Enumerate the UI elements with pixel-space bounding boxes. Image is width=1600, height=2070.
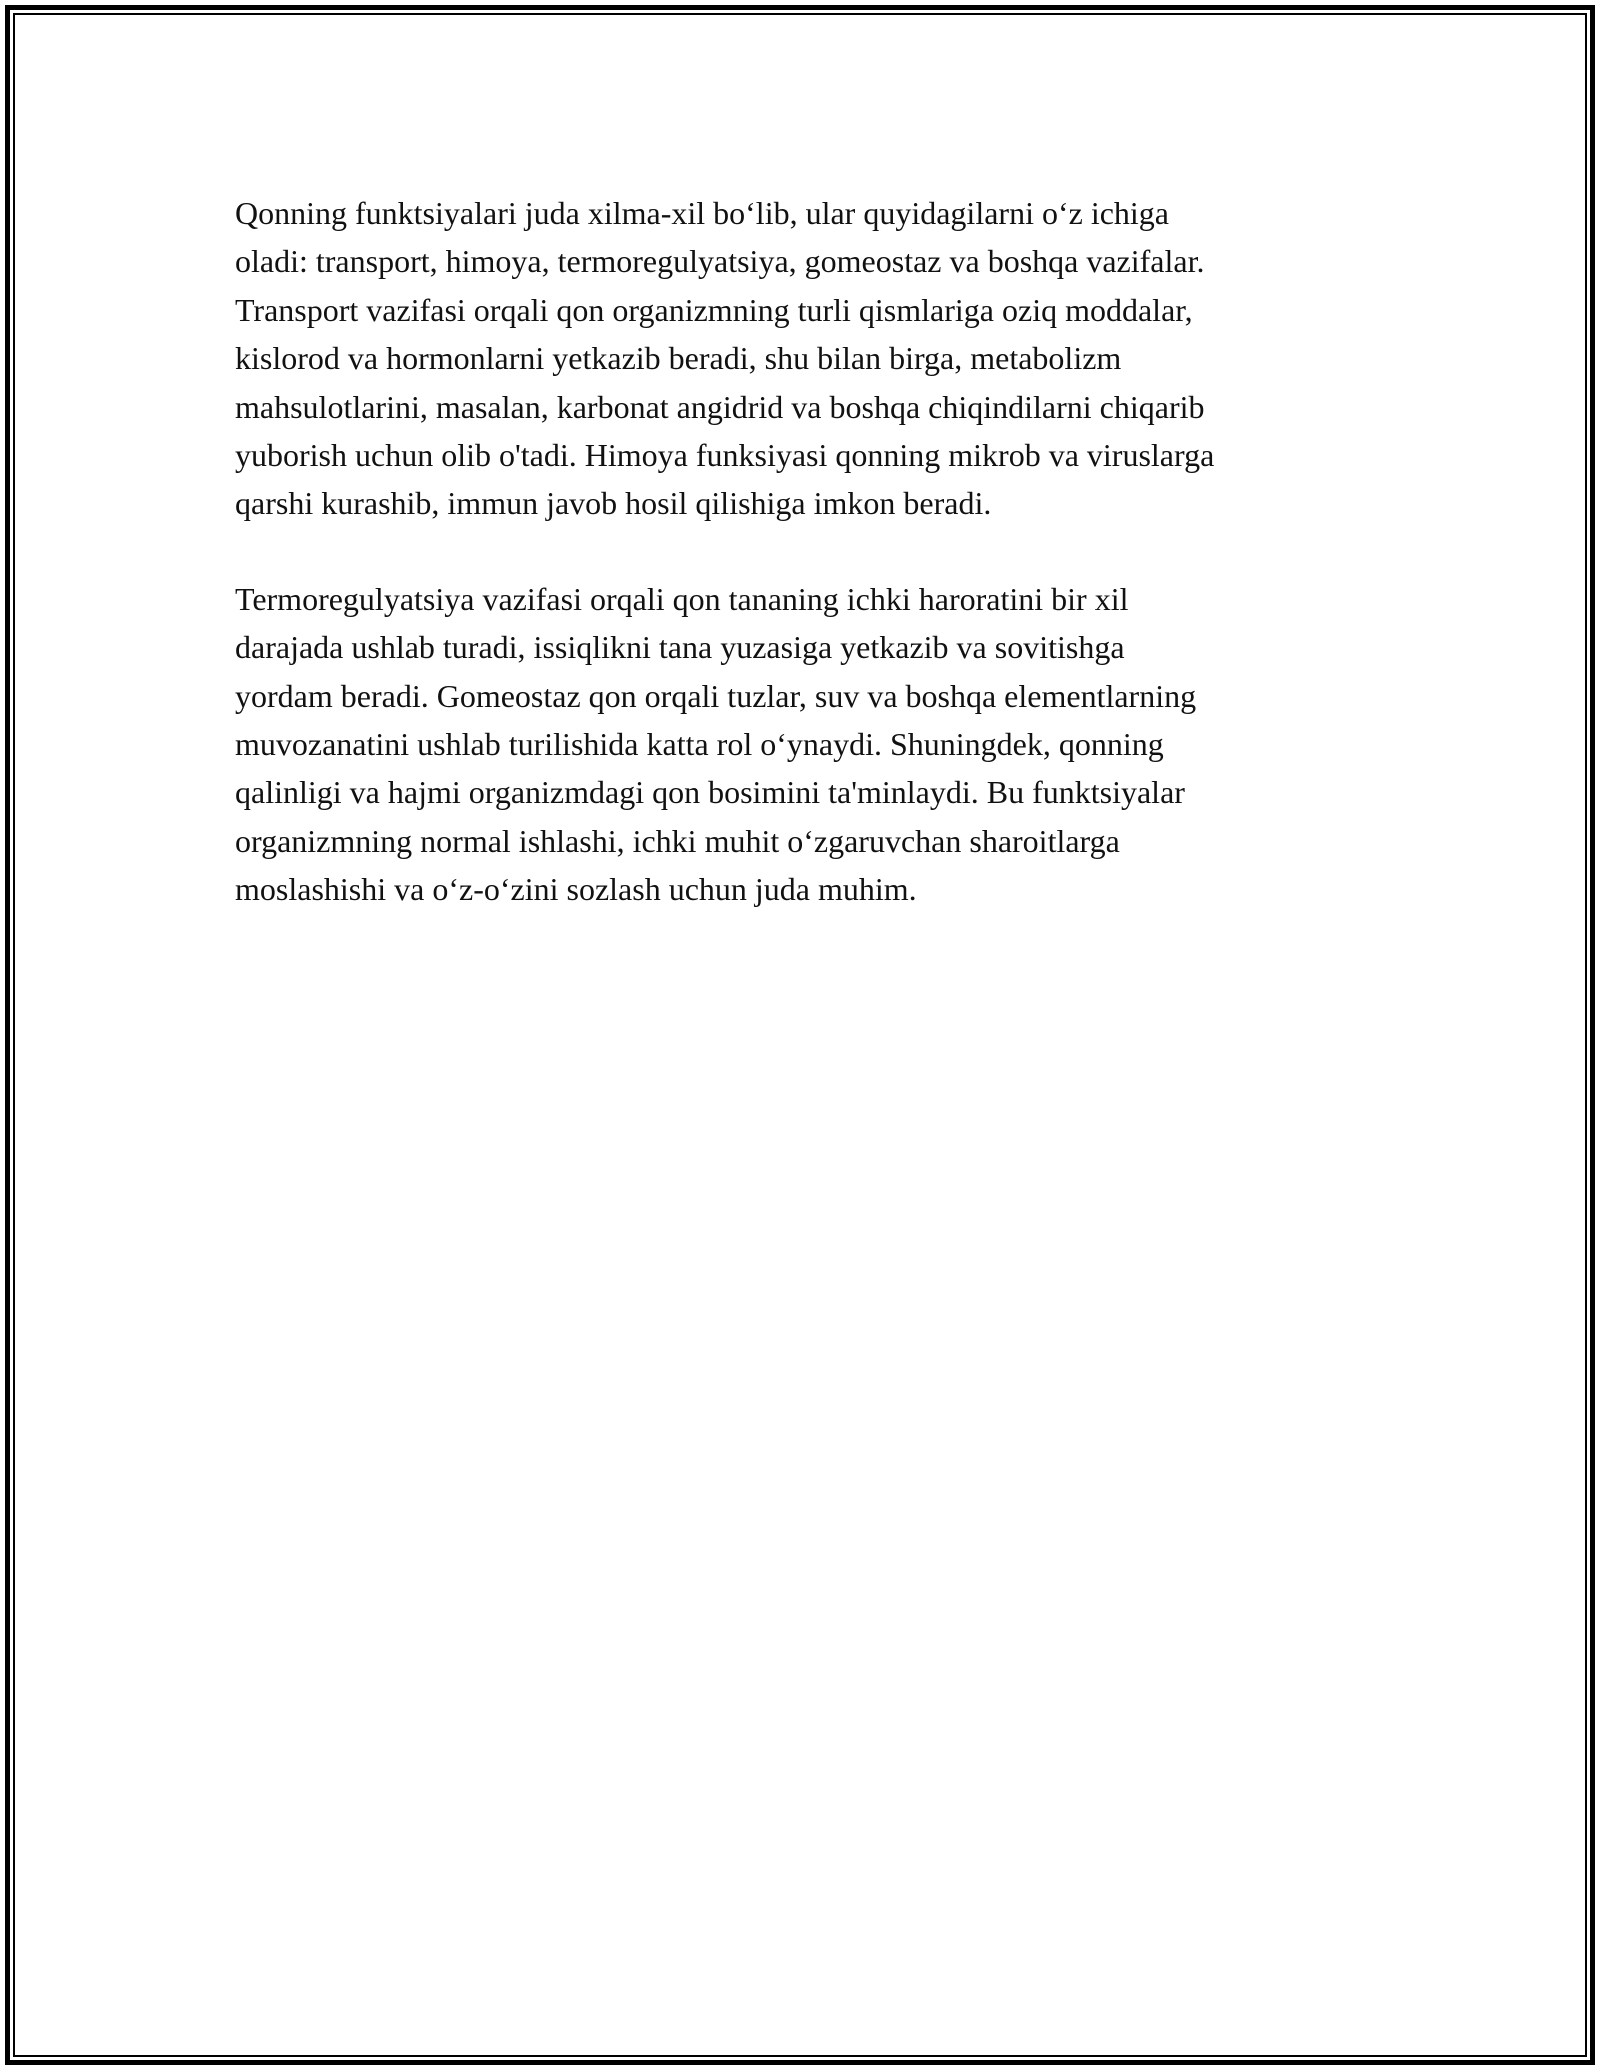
paragraph-2: Termoregulyatsiya vazifasi orqali qon tananing ichki haroratini bir xil darajada ushlab turadi, issiqlikni tana yuzasiga yetkazib va sovitishga yordam beradi. Gomeostaz qon orqali tuzlar, suv va boshqa elementlarning muvozanatini ushlab turilishida katta rol oʻynaydi. Shuningdek, qonning qalinligi va hajmi organizmdagi qon bosimini ta'minlaydi. Bu funktsiyalar organizmning normal ishlashi, ichki muhit oʻzgaruvchan sharoitlarga moslashishi va oʻz-oʻzini sozlash uchun juda muhim. (235, 580, 1197, 908)
paragraph-1: Qonning funktsiyalari juda xilma-xil boʻlib, ular quyidagilarni oʻz ichiga oladi: transport, himoya, termoregulyatsiya, gomeostaz va boshqa vazifalar. Transport vazifasi orqali qon organizmning turli qismlariga oziq moddalar, kislorod va hormonlarni yetkazib beradi, shu bilan birga, metabolizm mahsulotlarini, masalan, karbonat angidrid va boshqa chiqindilarni chiqarib yuborish uchun olib o'tadi. Himoya funksiyasi qonning mikrob va viruslarga qarshi kurashib, immun javob hosil qilishiga imkon beradi. (235, 195, 1215, 522)
document-body (235, 189, 1370, 914)
